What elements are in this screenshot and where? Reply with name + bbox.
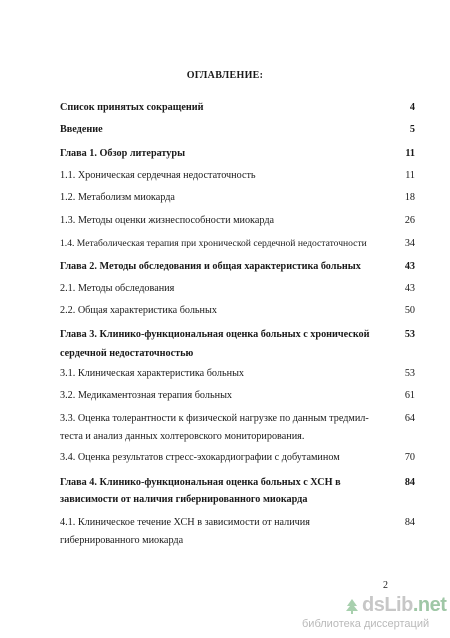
- toc-entry: [60, 303, 415, 319]
- tree-icon: [344, 598, 360, 614]
- toc-entry-title: 1.2. Метаболизм миокарда: [60, 192, 175, 203]
- toc-entry-page: 11: [405, 148, 415, 159]
- page-number: 2: [383, 580, 388, 591]
- toc-entry-page: 4: [409, 102, 415, 113]
- toc-entry-title: Введение: [60, 124, 103, 135]
- toc-entry-title: 4.1. Клиническое течение ХСН в зависимости от наличия гибернированного миокарда: [60, 517, 310, 546]
- toc-entry-title: 1.3. Методы оценки жизнеспособности миокарда: [60, 215, 275, 226]
- toc-entry-page: 43: [404, 283, 415, 294]
- toc-entry: [60, 190, 415, 206]
- toc-entry-title: 3.3. Оценка толерантности к физической нагрузке по данным тредмил-теста и анализ данных холтеровского мониторирования.: [60, 413, 369, 442]
- toc-entry-page: 43: [404, 261, 415, 272]
- toc-entry: [60, 168, 415, 184]
- toc-entry-title: 1.1. Хроническая сердечная недостаточность: [60, 170, 256, 181]
- toc-entry: [60, 281, 415, 297]
- toc-entry-title: 1.4. Метаболическая терапия при хронической сердечной недостаточности: [60, 238, 367, 249]
- toc-entry-page: 53: [404, 368, 415, 379]
- toc-entry-title: 3.4. Оценка результатов стресс-эхокардиографии с добутамином: [60, 452, 340, 463]
- toc-entry-page: 26: [404, 215, 415, 226]
- watermark: [290, 592, 448, 636]
- toc-entry-title: 2.2. Общая характеристика больных: [60, 305, 217, 316]
- toc-entry-title: 3.2. Медикаментозная терапия больных: [60, 390, 233, 401]
- toc-entry-page: 50: [404, 305, 415, 316]
- toc-entry: [60, 236, 415, 252]
- toc-entry: [60, 146, 415, 162]
- toc-entry-title: Глава 3. Клинико-функциональная оценка больных с хронической сердечной недостаточностью: [60, 329, 370, 359]
- toc-entry-title: Глава 1. Обзор литературы: [60, 148, 186, 159]
- toc-entry-page: 64: [404, 413, 415, 424]
- toc-entry-page: 84: [404, 477, 415, 488]
- watermark-logo-tld: .net: [412, 594, 447, 616]
- watermark-logo-main: dsLib: [362, 594, 413, 616]
- toc-entry: [60, 514, 415, 550]
- toc-entry: [60, 474, 415, 508]
- toc-entry: [60, 122, 415, 138]
- toc-heading: ОГЛАВЛЕНИЕ:: [186, 70, 264, 81]
- toc-entry-page: 18: [404, 192, 415, 203]
- toc-entry-title: Глава 2. Методы обследования и общая характеристика больных: [60, 261, 361, 272]
- toc-entry-page: 34: [404, 238, 415, 249]
- toc-entry: [60, 388, 415, 404]
- watermark-logo: [362, 594, 446, 617]
- toc-entry: [60, 100, 415, 116]
- toc-entry: [60, 410, 415, 446]
- toc-entry: [60, 366, 415, 382]
- toc-entry-page: 53: [404, 329, 415, 340]
- toc-entry: [60, 325, 415, 363]
- toc-entry-title: 3.1. Клиническая характеристика больных: [60, 368, 245, 379]
- toc-entry-title: Список принятых сокращений: [60, 102, 204, 113]
- toc-entry: [60, 259, 415, 275]
- toc-entry: [60, 450, 415, 466]
- toc-entry-page: 70: [404, 452, 415, 463]
- toc-entry-page: 5: [409, 124, 415, 135]
- toc-entry-title: Глава 4. Клинико-функциональная оценка больных с ХСН в зависимости от наличия гибернированного миокарда: [60, 477, 341, 505]
- toc-entry-page: 11: [405, 170, 415, 181]
- toc-entry-title: 2.1. Методы обследования: [60, 283, 175, 294]
- toc-entry: [60, 213, 415, 229]
- toc-entry-page: 61: [404, 390, 415, 401]
- toc-entry-page: 84: [404, 517, 415, 528]
- watermark-subtitle: библиотека диссертаций: [302, 618, 430, 630]
